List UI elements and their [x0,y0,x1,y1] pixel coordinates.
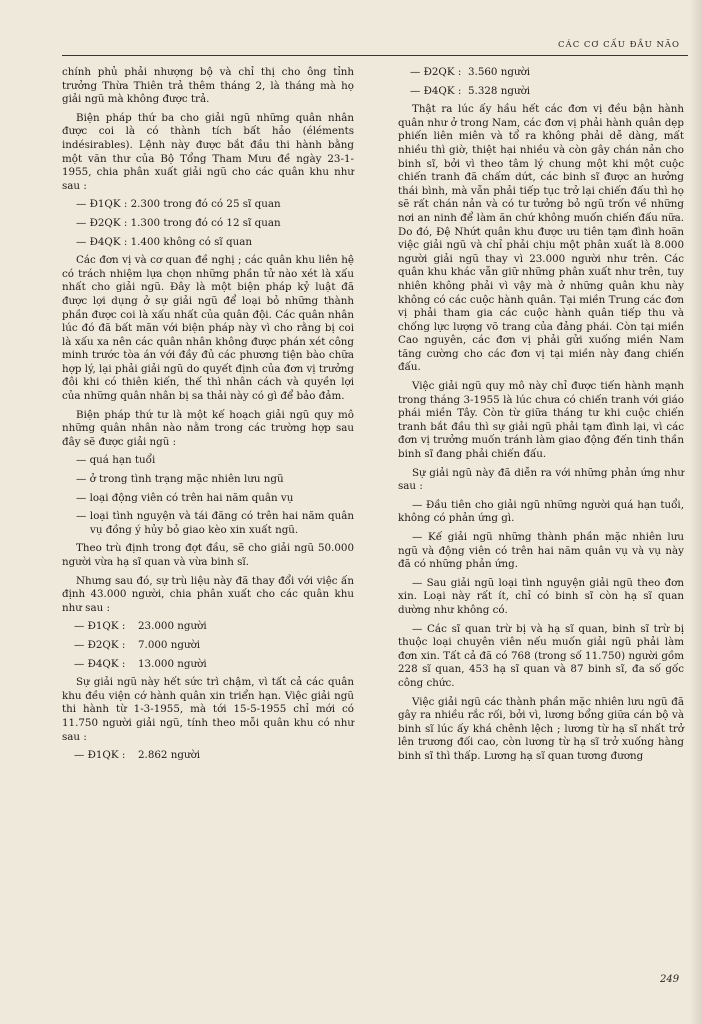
quota-region: — Đ2QK : [410,66,462,78]
quota-row [398,85,684,99]
paragraph: Biện pháp thứ ba cho giải ngũ những quân nhân được coi là có thành tích bất hảo (éléments indésirables). Lệnh này được bắt đầu thi hành bằng một văn thư của Bộ Tổng Tham Mưu đề ngày 23-1-1955, chia phân xuất giải ngũ cho các quân khu như sau : [62,111,354,192]
list-item: — Đ1QK : 2.300 trong đó có 25 sĩ quan [76,198,281,211]
quota-region: — Đ4QK : [74,657,126,670]
paragraph: Các đơn vị và cơ quan đề nghị ; các quân khu liên hệ có trách nhiệm lựa chọn những phần tử nào xét là xấu nhất cho giải ngũ. Đây là một biện pháp kỷ luật đã được lợi dụng ở sự giải ngũ để loại bỏ những thành phần được coi là xấu nhất của quân đội. Các quân nhân lúc đó đã bất mãn với biện pháp này vì cho rằng bị coi là xấu xa nên các quân nhân không được phán xét công minh trước tòa án với đầy đủ các phương tiện bào chữa hợp lý, lại phải giải ngũ do quyết định của đơn vị trưởng đôi khi có thiên kiến, thế thì nhân cách và quyền lợi của những quân nhân bị sa thải này có gì để bảo đảm. [62,254,354,403]
paragraph: — Kế giải ngũ những thành phần mặc nhiên lưu ngũ và động viên có trên hai năm quân vụ và vụ này đã có những phản ứng. [398,531,684,571]
quota-row [62,639,354,653]
list-item: — Đ4QK : 1.400 không có sĩ quan [76,235,252,248]
paragraph: Việc giải ngũ các thành phần mặc nhiên lưu ngũ đã gây ra nhiều rắc rối, bởi vì, lương bổng giữa cán bộ và binh sĩ lúc ấy khá chênh lệch ; lương từ hạ sĩ nhất trở lên trương đối cao, còn lương từ hạ sĩ trở xuống hàng binh sĩ thì thấp. Lương hạ sĩ quan tương đương [398,695,684,762]
quota-value: 3.560 người [468,66,531,78]
header-rule [62,55,688,56]
quota-row [62,749,354,763]
paragraph: Biện pháp thứ tư là một kế hoạch giải ngũ quy mô những quân nhân nào nằm trong các trường hợp sau đây sẽ được giải ngũ : [62,408,354,448]
quota-row [62,658,354,672]
left-column [62,66,354,768]
quota-value: 13.000 người [138,657,207,670]
running-title: CÁC CƠ CẤU ĐẦU NÃO [558,40,680,50]
paragraph: — Các sĩ quan trừ bị và hạ sĩ quan, binh sĩ trừ bị thuộc loại chuyên viên nếu muốn giải ngũ phải làm đơn xin. Tất cả đã có 768 (trong số 11.750) người gồm 228 sĩ quan, 453 hạ sĩ quan và 87 binh sĩ, đa số gốc công chức. [398,622,684,689]
list-item: — loại động viên có trên hai năm quân vụ [76,491,294,504]
quota-row [62,620,354,634]
paragraph: Nhưng sau đó, sự trù liệu này đã thay đổi với việc ấn định 43.000 người, chia phân xuất cho các quân khu như sau : [62,574,354,614]
paragraph: Thật ra lúc ấy hầu hết các đơn vị đều bận hành quân như ở trong Nam, các đơn vị phải hành quân dẹp phiến liên miên và tổ ra không phải dễ dàng, mất nhiều thì giờ, thiệt hại nhiều và còn gây chán nản cho binh sĩ, bởi vì theo tâm lý chung một khi một cuộc chiến tranh đã chấm dứt, các binh sĩ được an hưởng thái bình, mà vẫn phải tiếp tục trở lại chiến đấu thì họ sẽ rất chán nản và có tư tưởng bỏ ngũ trốn về những nơi an ninh để làm ăn chứ không muốn chiến đấu nữa. Do đó, Đệ Nhứt quân khu được ưu tiên tạm đình hoãn việc giải ngũ và chỉ phải chịu một phân xuất là 8.000 người giải ngũ thay vì 23.000 người như trên. Các quân khu khác vẫn giữ những phân xuất như trên, tuy nhiên không phải vì vậy mà ở những quân khu này không có các cuộc hành quân. Tại miền Trung các đơn vị phải tham gia các cuộc hành quân tiếp thu và chống lực lượng võ trang của đảng phái. Còn tại miền Cao nguyên, các đơn vị phải gửi xuống miền Nam tăng cường cho các đơn vị tại miền này đang chiến đấu. [398,103,684,374]
paragraph: — Sau giải ngũ loại tình nguyện giải ngũ theo đơn xin. Loại này rất ít, chỉ có binh sĩ còn hạ sĩ quan dường như không có. [398,576,684,616]
right-column [398,66,684,769]
page-number: 249 [660,974,680,985]
quota-region: — Đ2QK : [74,638,126,651]
quota-value: 5.328 người [468,84,531,97]
list-item: — ở trong tình trạng mặc nhiên lưu ngũ [76,473,284,486]
paragraph: Sự giải ngũ này đã diễn ra với những phản ứng như sau : [398,466,684,493]
list-item: — Đ2QK : 1.300 trong đó có 12 sĩ quan [76,216,281,229]
page-edge-shadow [690,0,702,1024]
paragraph: Sự giải ngũ này hết sức trì chậm, vì tất cả các quân khu đều viện cớ hành quân xin triển hạn. Việc giải ngũ thi hành từ 1-3-1955, mà tới 15-5-1955 chỉ mới có 11.750 người giải ngũ, tính theo mỗi quân khu có như sau : [62,676,354,743]
paragraph: — Đầu tiên cho giải ngũ những người quá hạn tuổi, không có phản ứng gì. [398,498,684,525]
quota-region: — Đ4QK : [410,84,462,97]
paragraph: Theo trù định trong đợt đầu, sẽ cho giải ngũ 50.000 người vừa hạ sĩ quan và vừa binh sĩ. [62,542,354,568]
paragraph: chính phủ phải nhượng bộ và chỉ thị cho ông tỉnh trưởng Thừa Thiên trả thêm tháng 2, là tháng mà họ giải ngũ mà không được trả. [62,66,354,106]
quota-row [398,66,684,80]
list-item: — quá hạn tuổi [76,454,156,467]
quota-value: 2.862 người [138,749,201,762]
paragraph: Việc giải ngũ quy mô này chỉ được tiến hành mạnh trong tháng 3-1955 là lúc chưa có chiến tranh với giáo phái miền Tây. Còn từ giữa tháng tư khi cuộc chiến tranh bắt đầu thì sự giải ngũ phải tạm đình lại, vì các đơn vị trưởng muốn tránh làm giao động đến tinh thần binh sĩ đang phải chiến đấu. [398,380,684,461]
list-item: — loại tình nguyện và tái đăng có trên hai năm quân vụ đồng ý hủy bỏ giao kèo xin xuất ngũ. [76,510,354,536]
quota-value: 7.000 người [138,638,201,651]
quota-value: 23.000 người [138,620,207,633]
quota-region: — Đ1QK : [74,620,126,633]
quota-region: — Đ1QK : [74,749,126,762]
